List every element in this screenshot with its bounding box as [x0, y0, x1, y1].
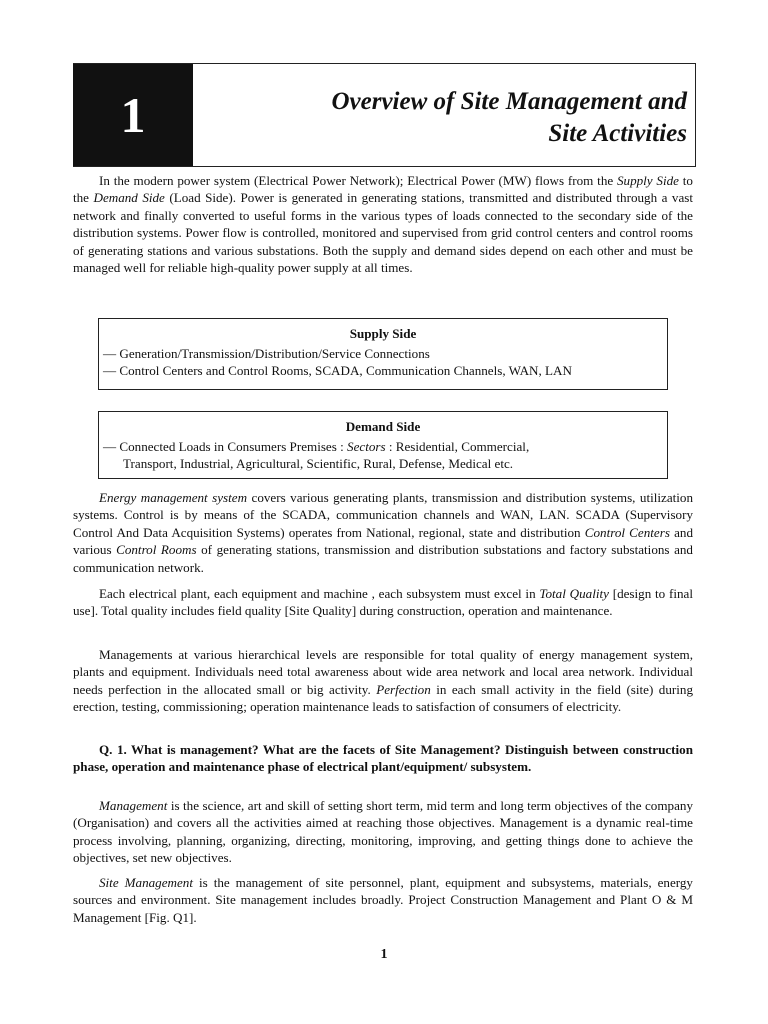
intro-paragraph — [73, 172, 693, 276]
ems-term: Energy management system — [99, 490, 248, 505]
chapter-title — [331, 86, 687, 150]
supply-box-item-1: — Generation/Transmission/Distribution/Service Connections — [103, 346, 430, 361]
demand-box-title: Demand Side — [345, 419, 421, 434]
managements-text-1: Managements at various hierarchical levels are responsible for total quality of energy management system, plants and equipment. Individuals need total awareness about wide area network and local area network. Individual needs perfection in the allocated small or big activity. — [73, 647, 693, 697]
managements-paragraph — [73, 646, 693, 716]
site-management-term: Site Management — [99, 875, 193, 890]
chapter-title-line-2: Site Activities — [548, 120, 687, 147]
chapter-number: 1 — [120, 87, 146, 143]
ems-text-1: covers various generating plants, transmission and distribution systems, utilization systems. Control is by means of the SCADA, communication channels and WAN, LAN. SCADA (Supervisory Control And Data Acquisition Systems) operates from National, regional, state and distribution — [73, 490, 694, 540]
site-management-paragraph — [73, 874, 693, 926]
ems-text-3: of generating stations, transmission and distribution substations and factory substations and communication network. — [73, 542, 693, 575]
ems-control-rooms: Control Rooms — [116, 542, 197, 558]
demand-side-box — [98, 411, 668, 479]
quality-total-quality: Total Quality — [539, 586, 609, 601]
supply-box-item-2: — Control Centers and Control Rooms, SCADA, Communication Channels, WAN, LAN — [103, 363, 572, 378]
ems-paragraph — [73, 489, 693, 576]
ems-control-centers: Control Centers — [584, 524, 670, 540]
supply-side-box — [98, 318, 668, 390]
management-definition-paragraph — [73, 797, 693, 867]
intro-demand-side: Demand Side — [93, 190, 165, 206]
managements-perfection: Perfection — [376, 681, 431, 697]
supply-box-title: Supply Side — [349, 326, 417, 341]
ems-text-2: and various — [73, 524, 693, 558]
quality-paragraph — [73, 585, 693, 620]
demand-item-text-a: — Connected Loads in Consumers Premises : — [103, 439, 348, 454]
chapter-header — [73, 63, 696, 167]
demand-item-text-b: : Residential, Commercial, — [385, 439, 530, 454]
site-management-text: is the management of site personnel, plant, equipment and subsystems, materials, energy sources and environment. Site management includes broadly. Project Construction Management and Plant O & M Management [Fig. Q1]. — [73, 875, 693, 925]
chapter-title-line-1: Overview of Site Management and — [331, 88, 687, 115]
intro-text-1: In the modern power system (Electrical Power Network); Electrical Power (MW) flows from the — [99, 173, 617, 188]
management-term: Management — [99, 798, 168, 813]
demand-item-sectors: Sectors — [347, 439, 386, 454]
intro-text-3: (Load Side). Power is generated in generating stations, transmitted and distributed through a vast network and finally converted to useful forms in the various types of loads connected to the secondary side of the distribution systems. Power flow is controlled, monitored and supervised from grid control centers and control rooms of generating stations and various substations. Both the supply and demand sides depend on each other and must be managed well for reliable high-quality power supply at all times. — [73, 190, 693, 276]
demand-box-item-1-continued: Transport, Industrial, Agricultural, Scientific, Rural, Defense, Medical etc. — [123, 456, 514, 471]
chapter-number-box — [73, 64, 193, 166]
management-def-text: is the science, art and skill of setting short term, mid term and long term objectives of the company (Organisation) and covers all the activities aimed at reaching those objectives. Management is a dynamic real-time process involving, planning, organizing, directing, monitoring, improving, and getting things done to achieve the objectives, set new objectives. — [73, 798, 693, 866]
intro-text-2: to the — [73, 173, 693, 206]
demand-box-item-1 — [99, 438, 667, 455]
question-heading: Q. 1. What is management? What are the facets of Site Management? Distinguish between construction phase, operation and maintenance phase of electrical plant/equipment/ subsystem. — [73, 742, 693, 775]
quality-text-2: [design to final use]. Total quality includes field quality [Site Quality] during construction, operation and maintenance. — [73, 586, 694, 619]
managements-text-2: in each small activity in the field (site) during erection, testing, commissioning; operation maintenance leads to satisfaction of consumers of electricity. — [73, 681, 693, 715]
quality-text-1: Each electrical plant, each equipment and machine , each subsystem must excel in — [99, 586, 540, 601]
intro-supply-side: Supply Side — [616, 173, 679, 188]
page-number: 1 — [380, 947, 388, 962]
